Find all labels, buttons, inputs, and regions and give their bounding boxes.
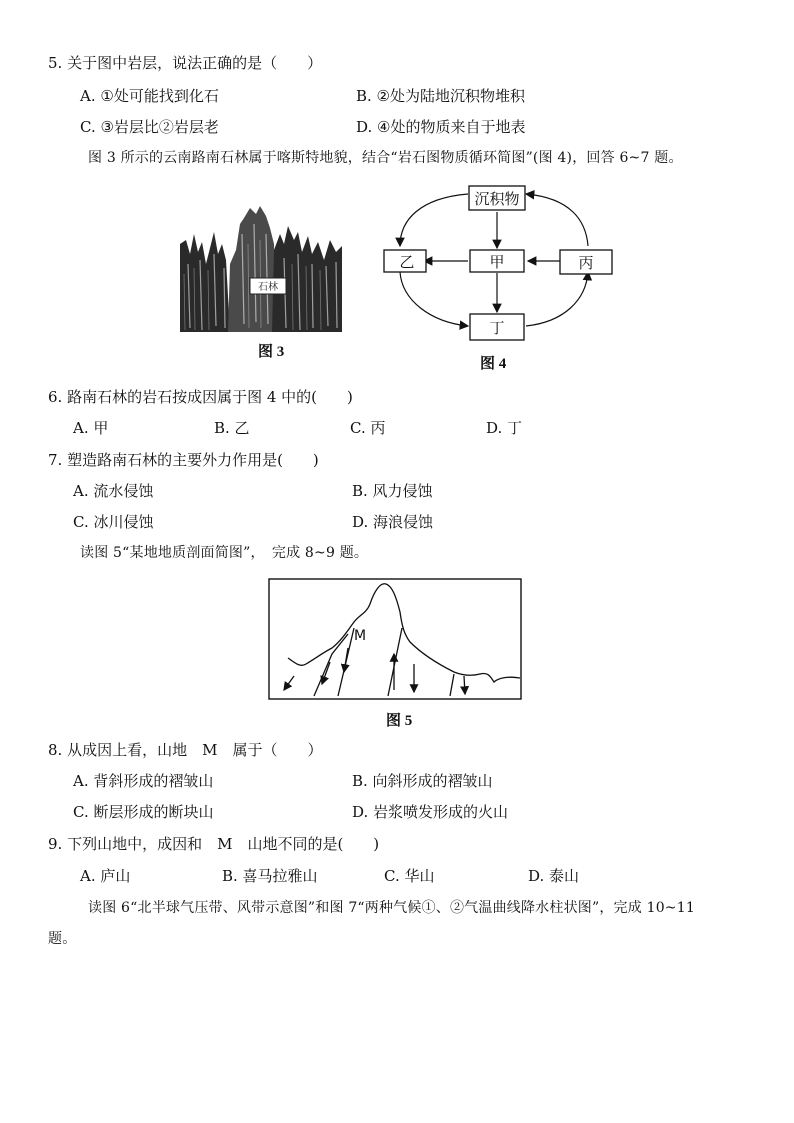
q5-option-c: C. ③岩层比②岩层老 [80,118,219,136]
figure-4-caption: 图 4 [480,356,507,372]
q9-option-c: C. 华山 [384,867,435,885]
q8-option-c: C. 断层形成的断块山 [73,803,214,821]
q7-option-a: A. 流水侵蚀 [73,482,154,500]
q5-option-b: B. ②处为陆地沉积物堆积 [356,87,526,105]
q6-option-d: D. 丁 [486,419,523,437]
q6-stem: 6. 路南石林的岩石按成因属于图 4 中的( ) [48,388,353,406]
box-ding-label: 丁 [489,319,505,337]
q8-option-a: A. 背斜形成的褶皱山 [73,772,214,790]
mountain-m-label: M [354,628,367,644]
q5-option-a: A. ①处可能找到化石 [80,87,219,105]
figure-3-caption: 图 3 [258,344,285,360]
q7-stem: 7. 塑造路南石林的主要外力作用是( ) [48,451,319,469]
q9-option-d: D. 泰山 [528,867,580,885]
box-yi-label: 乙 [399,253,415,271]
figure-5-caption: 图 5 [386,713,413,729]
q6-option-b: B. 乙 [214,419,250,437]
box-jia-label: 甲 [489,253,505,271]
q7-option-b: B. 风力侵蚀 [352,482,433,500]
intro-8-9: 读图 5“某地地质剖面简图”， 完成 8~9 题。 [80,545,369,561]
q5-stem: 5. 关于图中岩层，说法正确的是（ ） [48,54,323,72]
geological-profile [268,578,524,704]
q7-option-c: C. 冰川侵蚀 [73,513,154,531]
q7-option-d: D. 海浪侵蚀 [352,513,434,531]
q6-option-a: A. 甲 [73,419,109,437]
box-bing-label: 丙 [578,254,594,272]
q5-option-d: D. ④处的物质来自于地表 [356,118,526,136]
stone-forest-sign: 石林 [258,282,278,293]
intro-10-11-line1: 读图 6“北半球气压带、风带示意图”和图 7“两种气候①、②气温曲线降水柱状图”，完成 10~11 [88,900,695,916]
q9-option-a: A. 庐山 [80,867,131,885]
q8-option-d: D. 岩浆喷发形成的火山 [352,803,509,821]
intro-10-11-line2: 题。 [48,931,77,947]
q9-stem: 9. 下列山地中，成因和 M 山地不同的是( ) [48,835,380,853]
rock-cycle-diagram [380,180,620,350]
q6-option-c: C. 丙 [350,419,386,437]
intro-6-7: 图 3 所示的云南路南石林属于喀斯特地貌，结合“岩石图物质循环简图”(图 4)，回答 6~7 题。 [88,150,683,166]
box-sediment-label: 沉积物 [474,190,520,208]
q9-option-b: B. 喜马拉雅山 [222,867,318,885]
stone-forest-photo [180,204,342,332]
q8-option-b: B. 向斜形成的褶皱山 [352,772,493,790]
q8-stem: 8. 从成因上看，山地 M 属于（ ） [48,741,323,759]
